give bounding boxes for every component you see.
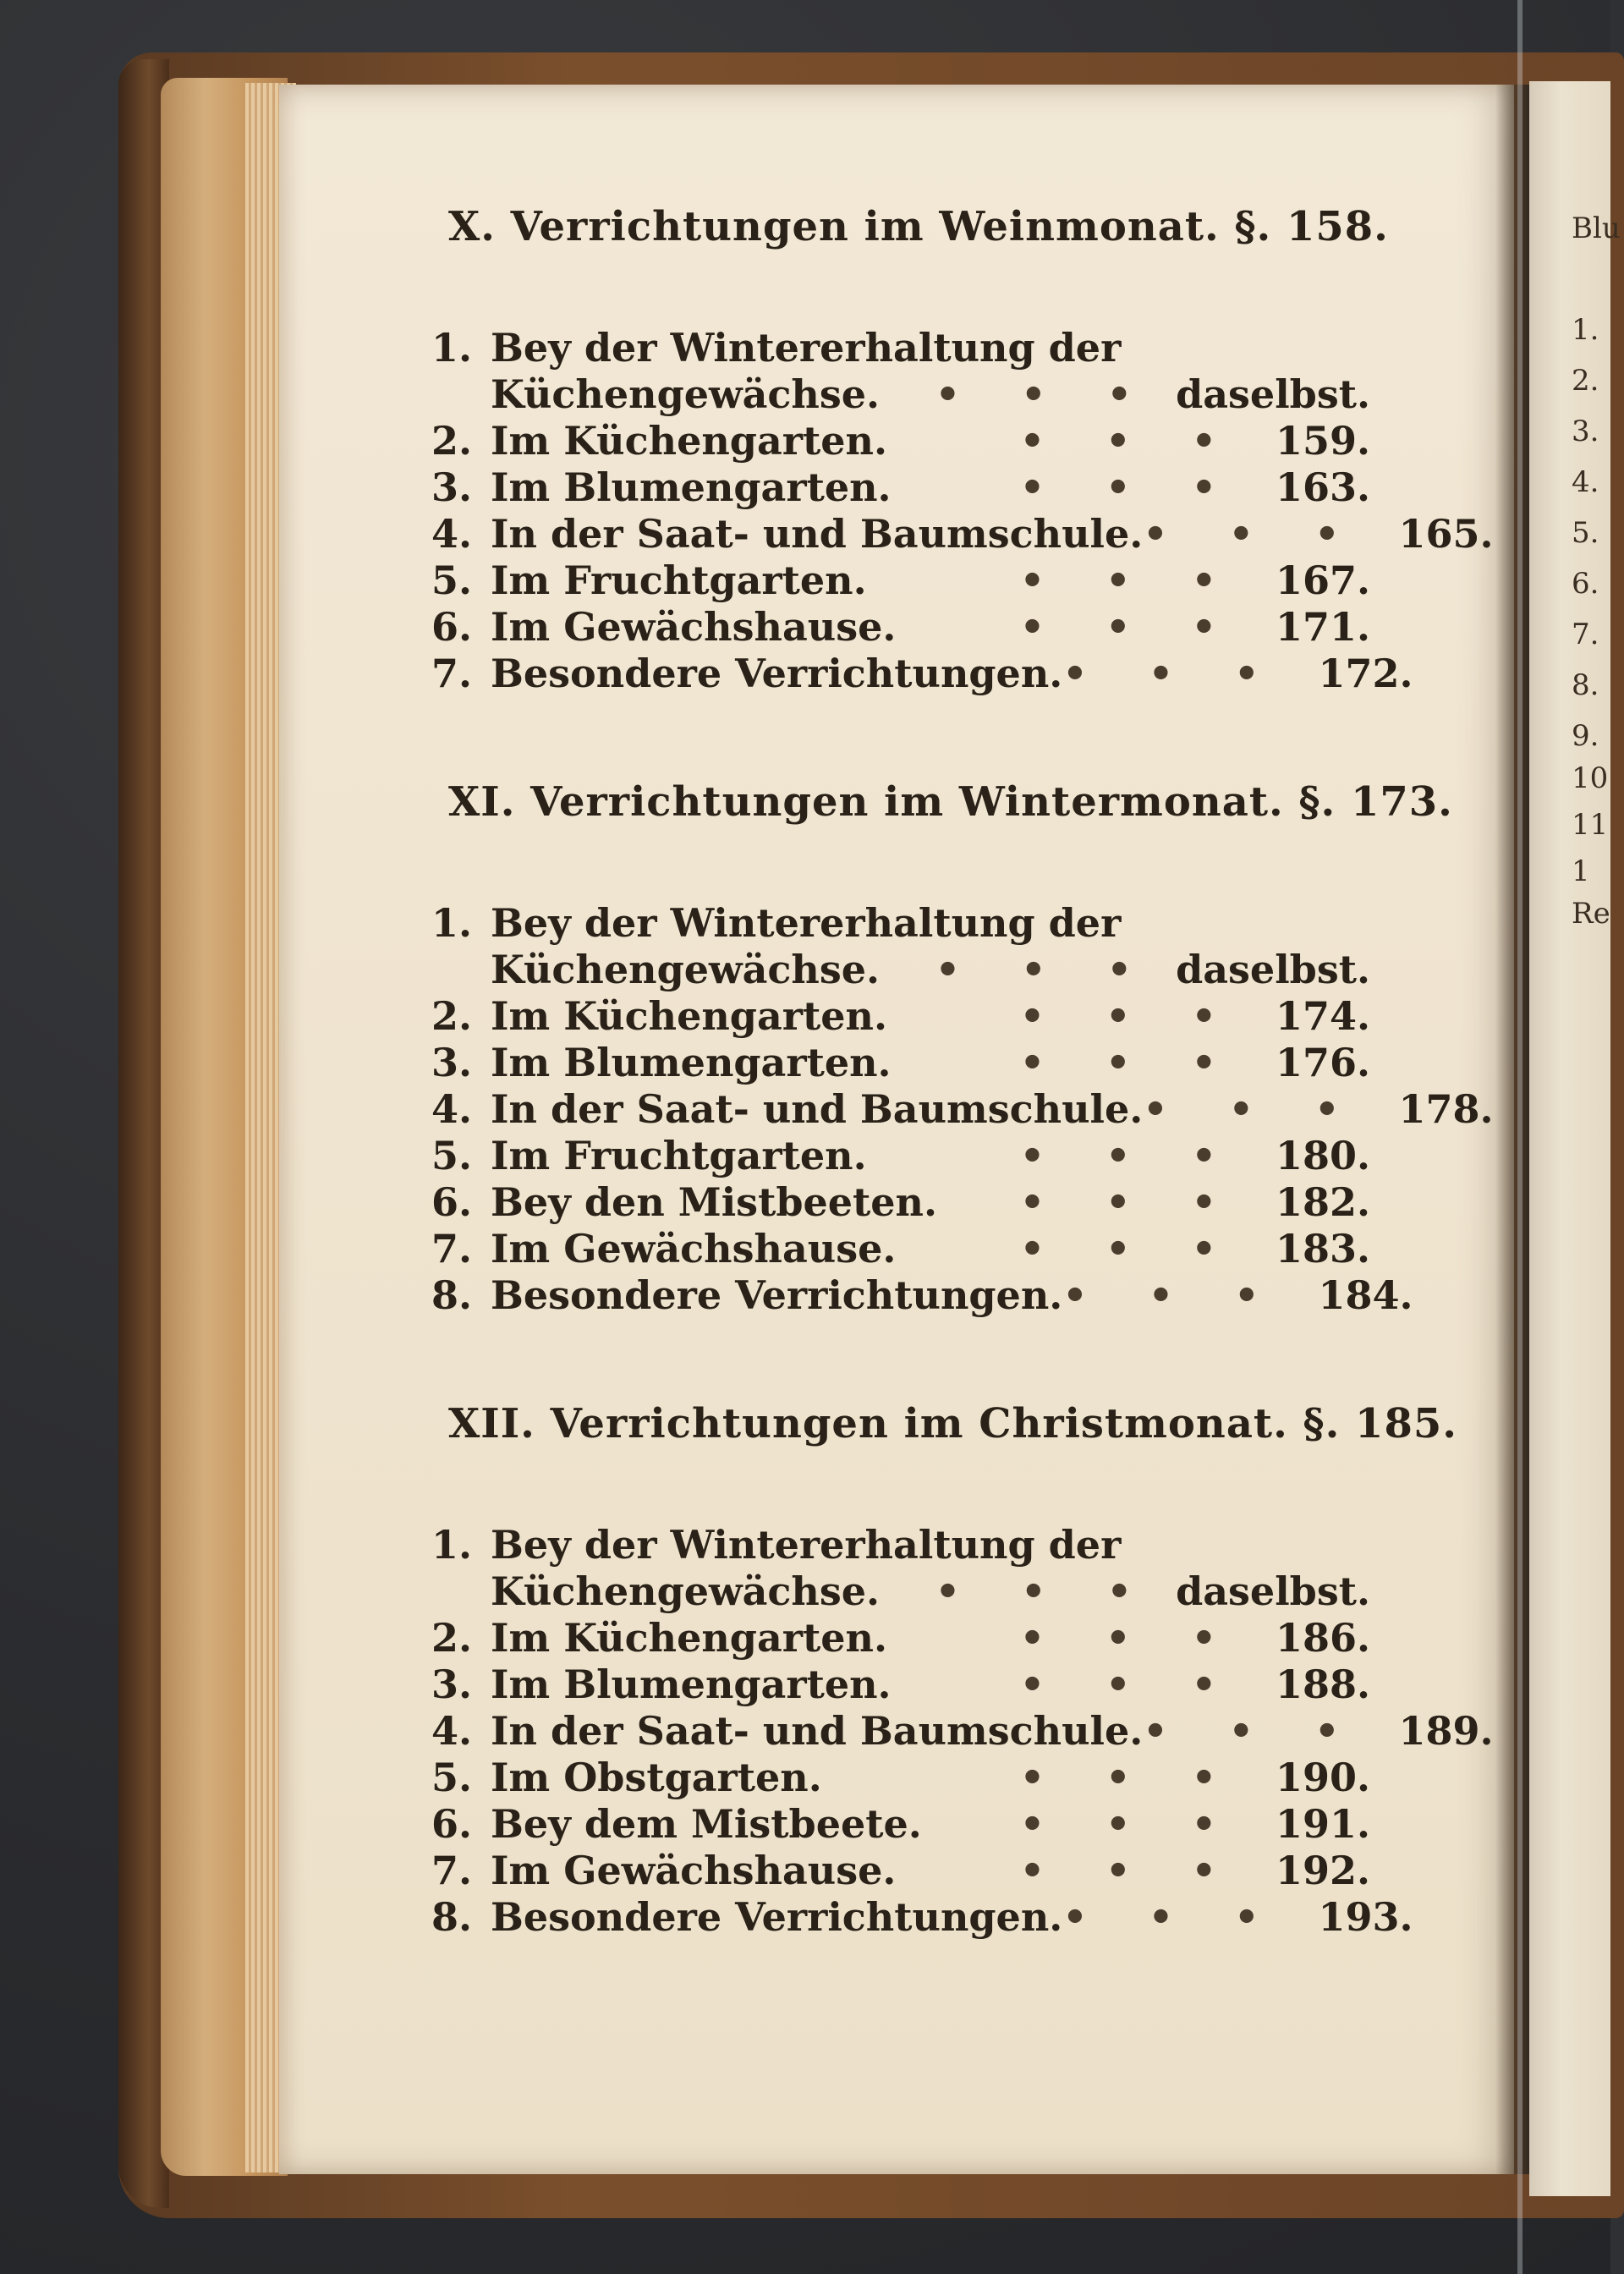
entry-number: 4.: [431, 511, 473, 557]
entry-page: 184.: [1318, 1272, 1413, 1318]
entry-label: Im Küchengarten.: [491, 1615, 887, 1661]
entry-label: Im Fruchtgarten.: [491, 558, 867, 603]
entry-number: 7.: [431, 1226, 473, 1272]
entry-label: Im Blumengarten.: [491, 464, 892, 510]
entry-label: Besondere Verrichtungen.: [491, 1894, 1063, 1940]
toc-entry: [398, 1894, 1413, 1941]
facing-page-fragment: Blu: [1572, 211, 1621, 245]
entry-page: 188.: [1275, 1662, 1370, 1707]
table-of-contents: [398, 203, 1494, 2022]
entry-label: Besondere Verrichtungen.: [491, 651, 1063, 696]
facing-page-fragment: 9.: [1572, 719, 1599, 753]
facing-page-fragment: 3.: [1572, 415, 1599, 448]
leader-dots: • • •: [1019, 1801, 1240, 1847]
leader-dots: • • •: [1019, 993, 1240, 1039]
leader-dots: • • •: [935, 371, 1155, 417]
entry-number: 8.: [431, 1272, 473, 1318]
toc-entry: [398, 1848, 1370, 1894]
entry-page: 176.: [1275, 1040, 1370, 1085]
leader-dots: • • •: [1062, 651, 1283, 696]
entry-label: Im Gewächshause.: [491, 1226, 897, 1272]
entry-number: 8.: [431, 1894, 473, 1940]
glass-plate-edge: [1517, 0, 1522, 2274]
entry-number: 1.: [431, 325, 473, 371]
entry-page: 159.: [1275, 418, 1370, 464]
entry-page: 172.: [1318, 651, 1413, 696]
toc-section: [398, 778, 1494, 1319]
facing-page-fragment: 8.: [1572, 668, 1599, 702]
toc-entry: [398, 1662, 1370, 1708]
toc-entry: [398, 558, 1370, 604]
facing-page-fragment: 5.: [1572, 516, 1599, 550]
entry-page: 163.: [1275, 464, 1370, 510]
leader-dots: • • •: [1019, 558, 1240, 603]
toc-entry: [398, 1086, 1494, 1133]
entry-label: In der Saat- und Baumschule.: [491, 511, 1144, 557]
entry-label: Im Blumengarten.: [491, 1040, 892, 1085]
entry-page: 192.: [1275, 1848, 1370, 1893]
toc-entry: [398, 1615, 1370, 1662]
entry-page: 178.: [1398, 1086, 1494, 1132]
entry-number: 5.: [431, 1133, 473, 1178]
entry-page: 182.: [1275, 1179, 1370, 1225]
leader-dots: • • •: [1019, 1662, 1240, 1707]
facing-page-fragment: 7.: [1572, 618, 1599, 651]
entry-label: Besondere Verrichtungen.: [491, 1272, 1063, 1318]
entry-page: 183.: [1275, 1226, 1370, 1272]
entry-page: daselbst.: [1176, 371, 1370, 417]
entry-page: 167.: [1275, 558, 1370, 603]
entry-label: Im Gewächshause.: [491, 604, 897, 650]
entry-label: Bey der Wintererhaltung der: [491, 1522, 1122, 1568]
entry-label: Im Küchengarten.: [491, 993, 887, 1039]
leader-dots: • • •: [1143, 511, 1363, 557]
toc-entry: [398, 993, 1370, 1040]
toc-entry-continuation: [398, 947, 1370, 993]
entry-number: 3.: [431, 464, 473, 510]
entry-label: In der Saat- und Baumschule.: [491, 1086, 1144, 1132]
entry-number: 2.: [431, 1615, 473, 1661]
entry-page: 171.: [1275, 604, 1370, 650]
entry-number: 6.: [431, 1179, 473, 1225]
entry-number: 7.: [431, 1848, 473, 1893]
entry-number: 2.: [431, 418, 473, 464]
facing-page-fragment: 4.: [1572, 465, 1599, 499]
entry-label: Im Küchengarten.: [491, 418, 887, 464]
section-title: XII. Verrichtungen im Christmonat. §. 185.: [448, 1400, 1457, 1447]
entry-label-continuation: Küchengewächse.: [491, 371, 881, 417]
toc-entry: [398, 511, 1494, 558]
toc-section: [398, 1400, 1494, 1941]
toc-entry: [398, 325, 1370, 371]
entry-number: 7.: [431, 651, 473, 696]
toc-entry: [398, 464, 1370, 511]
entry-label: Im Obstgarten.: [491, 1755, 822, 1800]
toc-entry: [398, 1272, 1413, 1319]
entry-page: 165.: [1398, 511, 1494, 557]
entry-number: 3.: [431, 1040, 473, 1085]
leader-dots: • • •: [1062, 1272, 1283, 1318]
entry-page: 193.: [1318, 1894, 1413, 1940]
entry-label: Im Blumengarten.: [491, 1662, 892, 1707]
entry-number: 6.: [431, 1801, 473, 1847]
entry-page: daselbst.: [1176, 947, 1370, 992]
entry-number: 2.: [431, 993, 473, 1039]
entry-label-continuation: Küchengewächse.: [491, 947, 881, 992]
leader-dots: • • •: [1019, 418, 1240, 464]
entry-label: Bey den Mistbeeten.: [491, 1179, 937, 1225]
facing-page-fragment: 1.: [1572, 313, 1599, 347]
entry-page: 190.: [1275, 1755, 1370, 1800]
entry-number: 5.: [431, 558, 473, 603]
toc-entry: [398, 1040, 1370, 1086]
toc-entry: [398, 418, 1370, 464]
toc-entry-continuation: [398, 371, 1370, 418]
leader-dots: • • •: [1019, 1615, 1240, 1661]
leader-dots: • • •: [1019, 1755, 1240, 1800]
entry-page: 174.: [1275, 993, 1370, 1039]
leader-dots: • • •: [1019, 1848, 1240, 1893]
facing-page-fragment: 11: [1572, 808, 1609, 842]
facing-page-fragment: 2.: [1572, 364, 1599, 398]
toc-section: [398, 203, 1494, 697]
entry-number: 6.: [431, 604, 473, 650]
leader-dots: • • •: [1019, 1226, 1240, 1272]
entry-label: Im Fruchtgarten.: [491, 1133, 867, 1178]
facing-page-fragment: 1: [1572, 854, 1590, 888]
toc-entry: [398, 1133, 1370, 1179]
toc-entry: [398, 1179, 1370, 1226]
leader-dots: • • •: [1143, 1708, 1363, 1754]
entry-label: Im Gewächshause.: [491, 1848, 897, 1893]
entry-number: 1.: [431, 900, 473, 946]
entry-number: 4.: [431, 1086, 473, 1132]
toc-entry: [398, 1708, 1494, 1755]
leader-dots: • • •: [935, 1568, 1155, 1614]
leader-dots: • • •: [1019, 1179, 1240, 1225]
toc-entry: [398, 1755, 1370, 1801]
entry-label: Bey der Wintererhaltung der: [491, 325, 1122, 371]
entry-number: 5.: [431, 1755, 473, 1800]
section-title: XI. Verrichtungen im Wintermonat. §. 173.: [448, 778, 1453, 826]
leader-dots: • • •: [1143, 1086, 1363, 1132]
entry-label: Bey der Wintererhaltung der: [491, 900, 1122, 946]
toc-entry-continuation: [398, 1568, 1370, 1615]
leader-dots: • • •: [1019, 604, 1240, 650]
facing-page-fragment: Re: [1572, 897, 1610, 931]
toc-entry: [398, 651, 1413, 697]
entry-label: In der Saat- und Baumschule.: [491, 1708, 1144, 1754]
leader-dots: • • •: [1019, 1040, 1240, 1085]
entry-label-continuation: Küchengewächse.: [491, 1568, 881, 1614]
entry-page: 186.: [1275, 1615, 1370, 1661]
leader-dots: • • •: [1019, 464, 1240, 510]
facing-page: [1529, 81, 1621, 2196]
page-gutter: [1495, 85, 1529, 2174]
entry-page: 191.: [1275, 1801, 1370, 1847]
leader-dots: • • •: [1019, 1133, 1240, 1178]
facing-page-fragment: 10: [1572, 761, 1609, 795]
toc-entry: [398, 1801, 1370, 1848]
entry-page: 180.: [1275, 1133, 1370, 1178]
section-title: X. Verrichtungen im Weinmonat. §. 158.: [448, 203, 1389, 250]
toc-entry: [398, 900, 1370, 947]
toc-entry: [398, 1522, 1370, 1568]
entry-number: 1.: [431, 1522, 473, 1568]
entry-page: 189.: [1398, 1708, 1494, 1754]
facing-page-fragment: 6.: [1572, 567, 1599, 601]
leader-dots: • • •: [1062, 1894, 1283, 1940]
toc-entry: [398, 1226, 1370, 1272]
toc-entry: [398, 604, 1370, 651]
entry-label: Bey dem Mistbeete.: [491, 1801, 922, 1847]
entry-page: daselbst.: [1176, 1568, 1370, 1614]
entry-number: 3.: [431, 1662, 473, 1707]
leader-dots: • • •: [935, 947, 1155, 992]
entry-number: 4.: [431, 1708, 473, 1754]
